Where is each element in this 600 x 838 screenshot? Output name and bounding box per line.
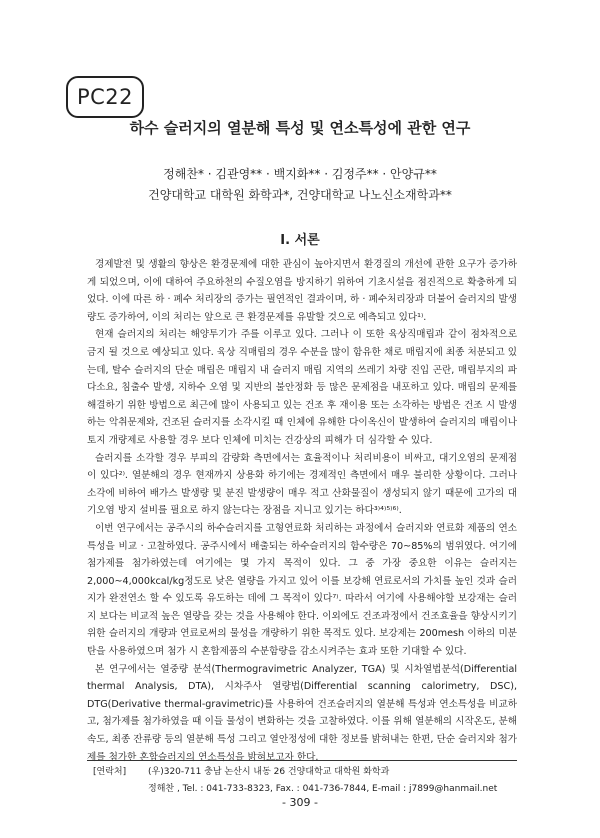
page-number: - 309 - xyxy=(282,796,318,809)
paragraph: 본 연구에서는 열중량 분석(Thermogravimetric Analyzer, TGA) 및 시차열법분석(Differential thermal Analysis, DTA), 시차주사 열량법(Differential scanning calorimetry, DSC), DTG(Derivative thermal-gravimetric)를 사용하여 건조슬러지의 열분해 특성과 연소특성을 비교하고, 첨가제를 첨가하였을 때 이들 물성이 변화하는 것을 고찰하였다. 이를 위해 열분해의 시작온도, 분해속도, 최종 잔류량 등의 열분해 특성 그리고 열안정성에 대한 정보를 밝혀내는 한편, 단순 슬러지와 첨가제를 첨가한 혼합슬러지의 연소특성을 밝혀보고자 한다. xyxy=(87,663,517,763)
paper-title: 하수 슬러지의 열분해 특성 및 연소특성에 관한 연구 xyxy=(129,119,471,137)
paragraph: 현재 슬러지의 처리는 해양투기가 주를 이루고 있다. 그러나 이 또한 육상직매립과 같이 점차적으로 금지 될 것으로 예상되고 있다. 육상 직매립의 경우 수분을 많이 함유한 채로 매립지에 최종 처분되고 있는데, 탈수 슬러지의 단순 매립은 매립지 내 슬러지 매립 지역의 쓰레기 차량 진입 곤란, 매립부지의 파다소요, 침출수 발생, 지하수 오염 및 지반의 불안정화 등 많은 문제점을 내포하고 있다. 매립의 문제를 해결하기 위한 방법으로 최근에 많이 사용되고 있는 건조 후 재이용 또는 소각하는 방법은 건조 시 발생하는 악취문제와, 건조된 슬러지를 소각시킬 때 인체에 유해한 다이옥신이 발생하여 슬러지의 매립이나 토지 개량제로 사용할 경우 보다 인체에 미치는 건강상의 피해가 더 심각할 수 있다. xyxy=(87,329,517,446)
footnote-divider xyxy=(87,760,517,761)
paragraph: 이번 연구에서는 공주시의 하수슬러지를 고형연료화 처리하는 과정에서 슬러지와 연료화 제품의 연소특성을 비교 · 고찰하였다. 공주시에서 배출되는 하수슬러지의 함수량은 70~85%의 범위였다. 여기에 첨가제를 첨가하였는데 여기에는 몇 가지 목적이 있다. 그 중 가장 중요한 이유는 슬러지는 2,000~4,000kcal/kg정도로 낮은 열량을 가지고 있어 이를 보강해 연료로서의 가치를 높인 것과 슬러지가 완전연소 할 수 있도록 유도하는 데에 그 목적이 있다⁷⁾. 따라서 여기에 사용해야할 보강재는 슬러지 보다는 비교적 높은 열량을 갖는 것을 사용해야 한다. 이외에도 건조과정에서 건조효율을 향상시키기 위한 슬러지의 개량과 연료로써의 물성을 개량하기 위한 목적도 있다. 보강제는 200mesh 이하의 미분탄을 사용하였으며 첨가 시 혼합제품의 수분함량을 감소시켜주는 효과 또한 기대할 수 있다. xyxy=(87,522,517,658)
contact-footnote xyxy=(93,764,523,798)
contact-address: (우)320-711 충남 논산시 내동 26 건양대학교 대학원 화학과 xyxy=(148,767,390,777)
author-list: 정해찬* · 김관영** · 백지화** · 김정주** · 안양규** xyxy=(163,167,437,181)
paper-id-badge: PC22 xyxy=(66,76,144,118)
paragraph: 슬러지를 소각할 경우 부피의 감량화 측면에서는 효율적이나 처리비용이 비싸고, 대기오염의 문제점이 있다²⁾. 열분해의 경우 현재까지 상용화 하기에는 경제적인 측면에서 매우 불리한 상황이다. 그러나 소각에 비하여 배가스 발생량 및 분진 발생량이 매우 적고 산화물질이 생성되지 않기 때문에 고가의 대기오염 방지 설비를 필요로 하지 않는다는 장점을 지니고 있기는 하다³⁾⁴⁾⁵⁾⁶⁾. xyxy=(87,452,517,517)
contact-details: 정해찬 , Tel. : 041-733-8323, Fax. : 041-736-7844, E-mail : j7899@hanmail.net xyxy=(148,784,498,794)
contact-label: [연락처] xyxy=(93,767,127,777)
paragraph: 경제발전 및 생활의 향상은 환경문제에 대한 관심이 높아지면서 환경질의 개선에 관한 요구가 증가하게 되었으며, 이에 대하여 주요하천의 수질오염을 방지하기 위하여 기초시설을 점진적으로 확충하게 되었다. 이에 따른 하 · 폐수 처리장의 증가는 필연적인 결과이며, 하 · 폐수처리장과 더불어 슬러지의 발생량도 증가하여, 이의 처리는 앞으로 큰 환경문제를 유발할 것으로 예측되고 있다¹⁾. xyxy=(87,259,517,323)
section-heading: I. 서론 xyxy=(280,233,320,248)
affiliation: 건양대학교 대학원 화학과*, 건양대학교 나노신소재학과** xyxy=(148,188,452,202)
body-text xyxy=(87,256,517,766)
